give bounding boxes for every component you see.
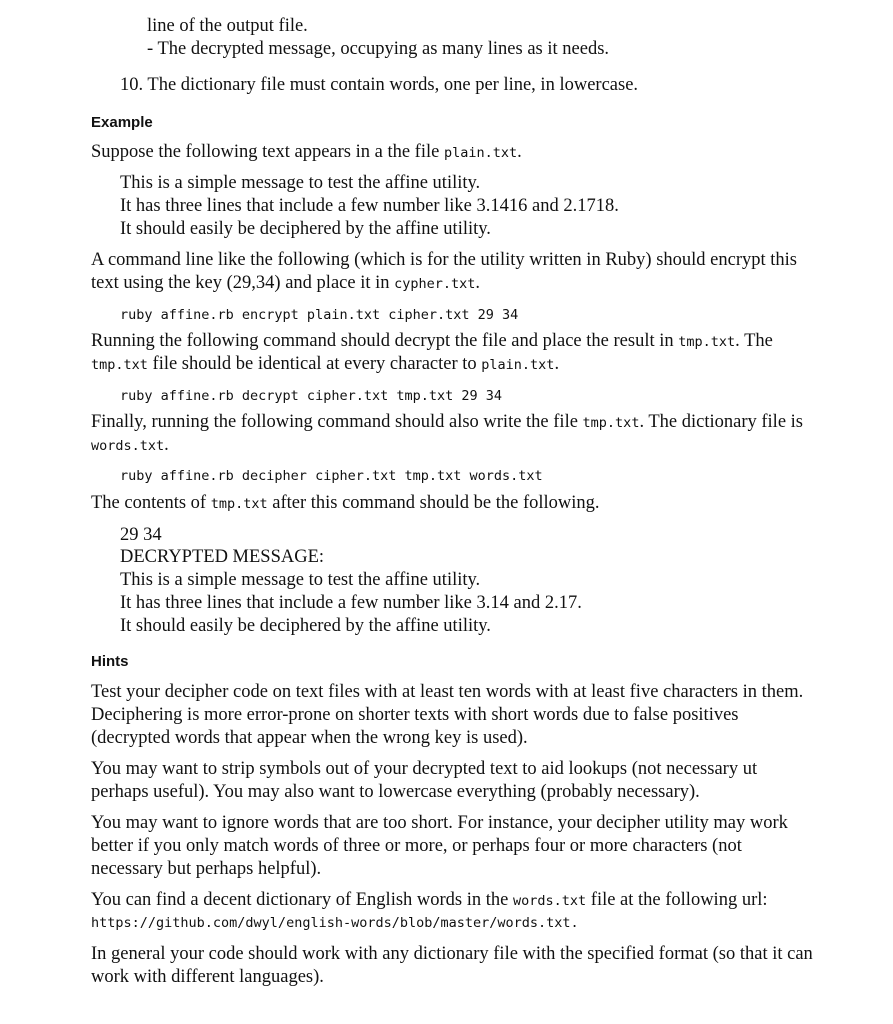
hint-paragraph-line: better if you only match words of three or more, or perhaps four or more characters (not — [91, 836, 742, 856]
hints-heading: Hints — [91, 653, 129, 670]
output-line: It should easily be deciphered by the affine utility. — [120, 616, 491, 636]
list-item-10: 10. The dictionary file must contain words, one per line, in lowercase. — [120, 75, 639, 95]
filename: tmp.txt — [678, 334, 736, 350]
decrypt-paragraph-line: tmp.txt file should be identical at every character to plain.txt. — [91, 354, 560, 374]
filename: plain.txt — [481, 357, 555, 373]
encrypt-paragraph-line: A command line like the following (which is for the utility written in Ruby) should encrypt this — [91, 250, 797, 270]
hint-paragraph-line: work with different languages). — [91, 967, 324, 987]
filename: tmp.txt — [91, 357, 148, 373]
hint-paragraph-line: Test your decipher code on text files with at least ten words with at least five characters in them. — [91, 682, 804, 702]
filename: plain.txt — [443, 145, 518, 161]
filename: cypher.txt — [394, 276, 476, 292]
filename: tmp.txt — [582, 415, 640, 431]
decipher-paragraph-line: Finally, running the following command should also write the file tmp.txt. The dictionary file is — [91, 412, 803, 432]
contents-paragraph: The contents of tmp.txt after this command should be the following. — [91, 493, 600, 513]
hint-paragraph-line: You can find a decent dictionary of English words in the words.txt file at the following url: — [91, 890, 768, 910]
output-line: DECRYPTED MESSAGE: — [120, 547, 325, 567]
hint-paragraph-line: perhaps useful). You may also want to lowercase everything (probably necessary). — [91, 782, 700, 802]
encrypt-paragraph-line: text using the key (29,34) and place it in cypher.txt. — [91, 273, 481, 293]
sample-text-line: This is a simple message to test the affine utility. — [120, 173, 481, 193]
example-heading: Example — [91, 114, 153, 131]
filename: tmp.txt — [210, 496, 268, 512]
decipher-command: ruby affine.rb decipher cipher.txt tmp.txt words.txt — [120, 468, 543, 484]
sample-text-line: It has three lines that include a few number like 3.1416 and 2.1718. — [120, 196, 619, 216]
hint-paragraph-line: You may want to ignore words that are too short. For instance, your decipher utility may work — [91, 813, 788, 833]
filename: words.txt — [513, 893, 587, 909]
decrypt-paragraph-line: Running the following command should decrypt the file and place the result in tmp.txt. The — [91, 331, 773, 351]
output-line: 29 34 — [120, 525, 162, 545]
hint-paragraph-line: necessary but perhaps helpful). — [91, 859, 322, 879]
output-line: It has three lines that include a few number like 3.14 and 2.17. — [120, 593, 582, 613]
encrypt-command: ruby affine.rb encrypt plain.txt cipher.txt 29 34 — [120, 307, 519, 323]
sample-text-line: It should easily be deciphered by the affine utility. — [120, 219, 491, 239]
hint-paragraph-line: (decrypted words that appear when the wrong key is used). — [91, 728, 528, 748]
hint-paragraph-line: You may want to strip symbols out of your decrypted text to aid lookups (not necessary ut — [91, 759, 758, 779]
hint-paragraph-line: In general your code should work with any dictionary file with the specified format (so that it can — [91, 944, 813, 964]
output-line: This is a simple message to test the affine utility. — [120, 570, 481, 590]
filename: words.txt — [91, 438, 165, 454]
list-continuation-line: line of the output file. — [147, 16, 308, 36]
list-continuation-line: - The decrypted message, occupying as many lines as it needs. — [147, 39, 610, 59]
decrypt-command: ruby affine.rb decrypt cipher.txt tmp.txt 29 34 — [120, 388, 503, 404]
example-intro: Suppose the following text appears in a the file plain.txt. — [91, 142, 522, 162]
dictionary-url: https://github.com/dwyl/english-words/blob/master/words.txt. — [91, 915, 579, 931]
hint-paragraph-line: Deciphering is more error-prone on shorter texts with short words due to false positives — [91, 705, 739, 725]
decipher-paragraph-line: words.txt. — [91, 435, 169, 455]
